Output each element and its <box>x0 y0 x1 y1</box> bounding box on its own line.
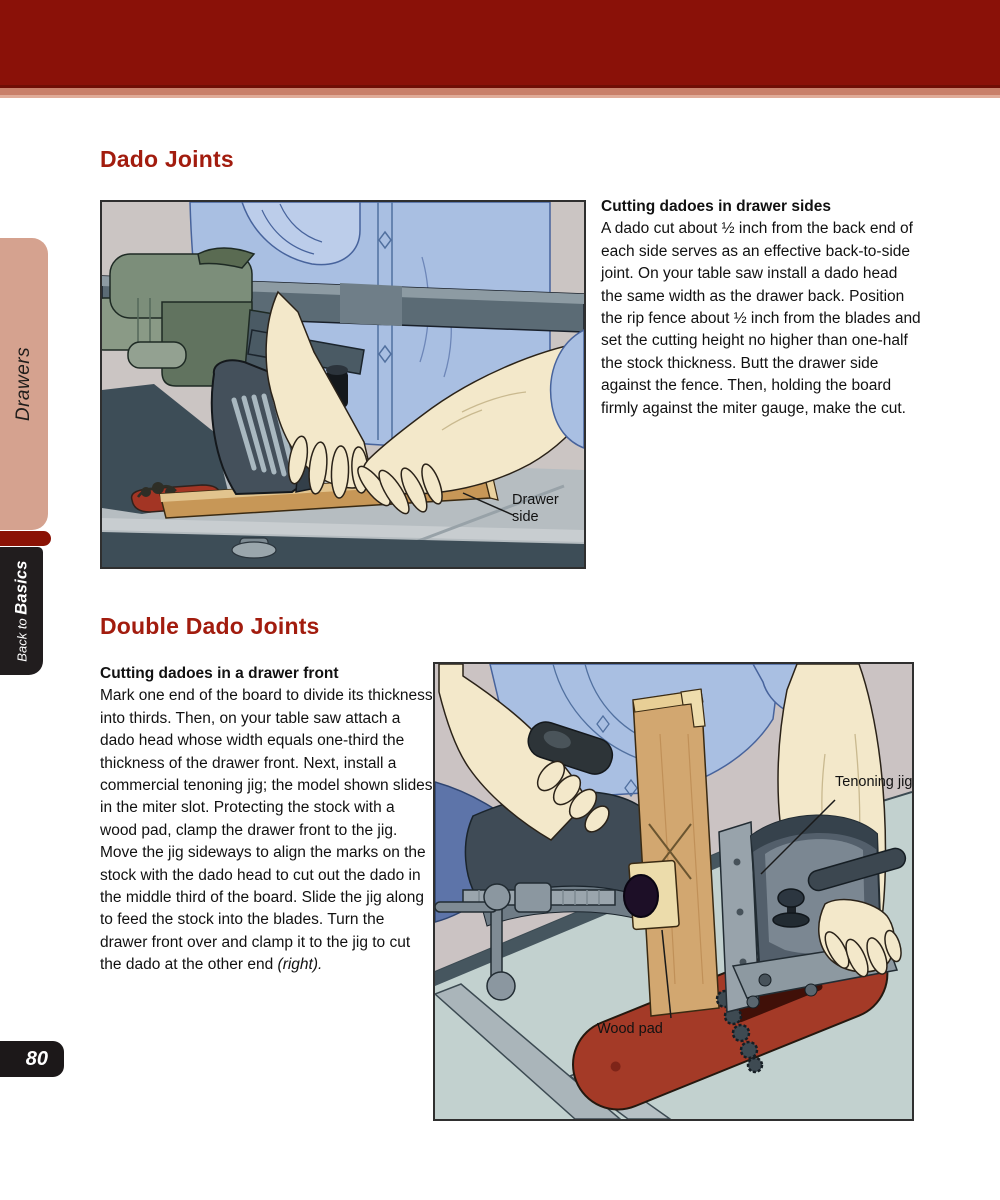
series-tab-label <box>12 560 31 661</box>
chapter-tab-label: Drawers <box>13 346 34 422</box>
wood-pad <box>624 860 679 929</box>
figure-label-drawer-side: Drawer side <box>512 492 559 525</box>
caption-body-italic: (right). <box>277 956 323 974</box>
page-number-tab <box>0 1041 64 1077</box>
header-band <box>0 0 1000 88</box>
sidebar-series-tab <box>0 547 43 675</box>
caption-title: Cutting dadoes in drawer sides <box>601 198 831 215</box>
caption-drawer-sides <box>601 196 923 420</box>
figure-label-tenoning-jig: Tenoning jig <box>835 774 913 790</box>
sidebar-chapter-tab <box>0 238 48 530</box>
figure-label-wood-pad: Wood pad <box>597 1021 663 1037</box>
series-prefix: Back to <box>14 614 29 662</box>
caption-drawer-front <box>100 663 435 977</box>
section-heading-double-dado-joints: Double Dado Joints <box>100 613 320 639</box>
figure-dado-drawer-side <box>100 200 586 569</box>
figure-tenoning-jig <box>433 662 914 1121</box>
section-heading-dado-joints: Dado Joints <box>100 146 234 172</box>
series-bold: Basics <box>12 560 30 615</box>
caption-body: Mark one end of the board to divide its thickness into thirds. Then, on your table saw attach a dado head whose width equals one-third the thickness of the drawer front. Next, install a commercial tenoning jig; the model shown slides in the miter slot. Protecting the stock with a wood pad, clamp the drawer front to the jig. Move the jig sideways to align the marks on the stock with the dado head to cut out the dado in the middle third of the board. Slide the jig along to feed the stock into the blades. Turn the drawer front over and clamp it to the jig to cut the dado at the other end <box>100 687 433 974</box>
page-number: 80 <box>25 1048 48 1070</box>
tenoning-jig-illustration <box>435 664 912 1119</box>
caption-body: A dado cut about ½ inch from the back end of each side serves as an effective back-to-side joint. On your table saw install a dado head the same width as the drawer back. Position the rip fence about ½ inch from the blades and set the cutting height no higher than one-half the stock thickness. Butt the drawer side against the fence. Then, holding the board firmly against the miter gauge, make the cut. <box>601 220 921 417</box>
header-accent-stripe <box>0 88 1000 98</box>
caption-title: Cutting dadoes in a drawer front <box>100 665 339 682</box>
sidebar-red-band <box>0 531 51 546</box>
